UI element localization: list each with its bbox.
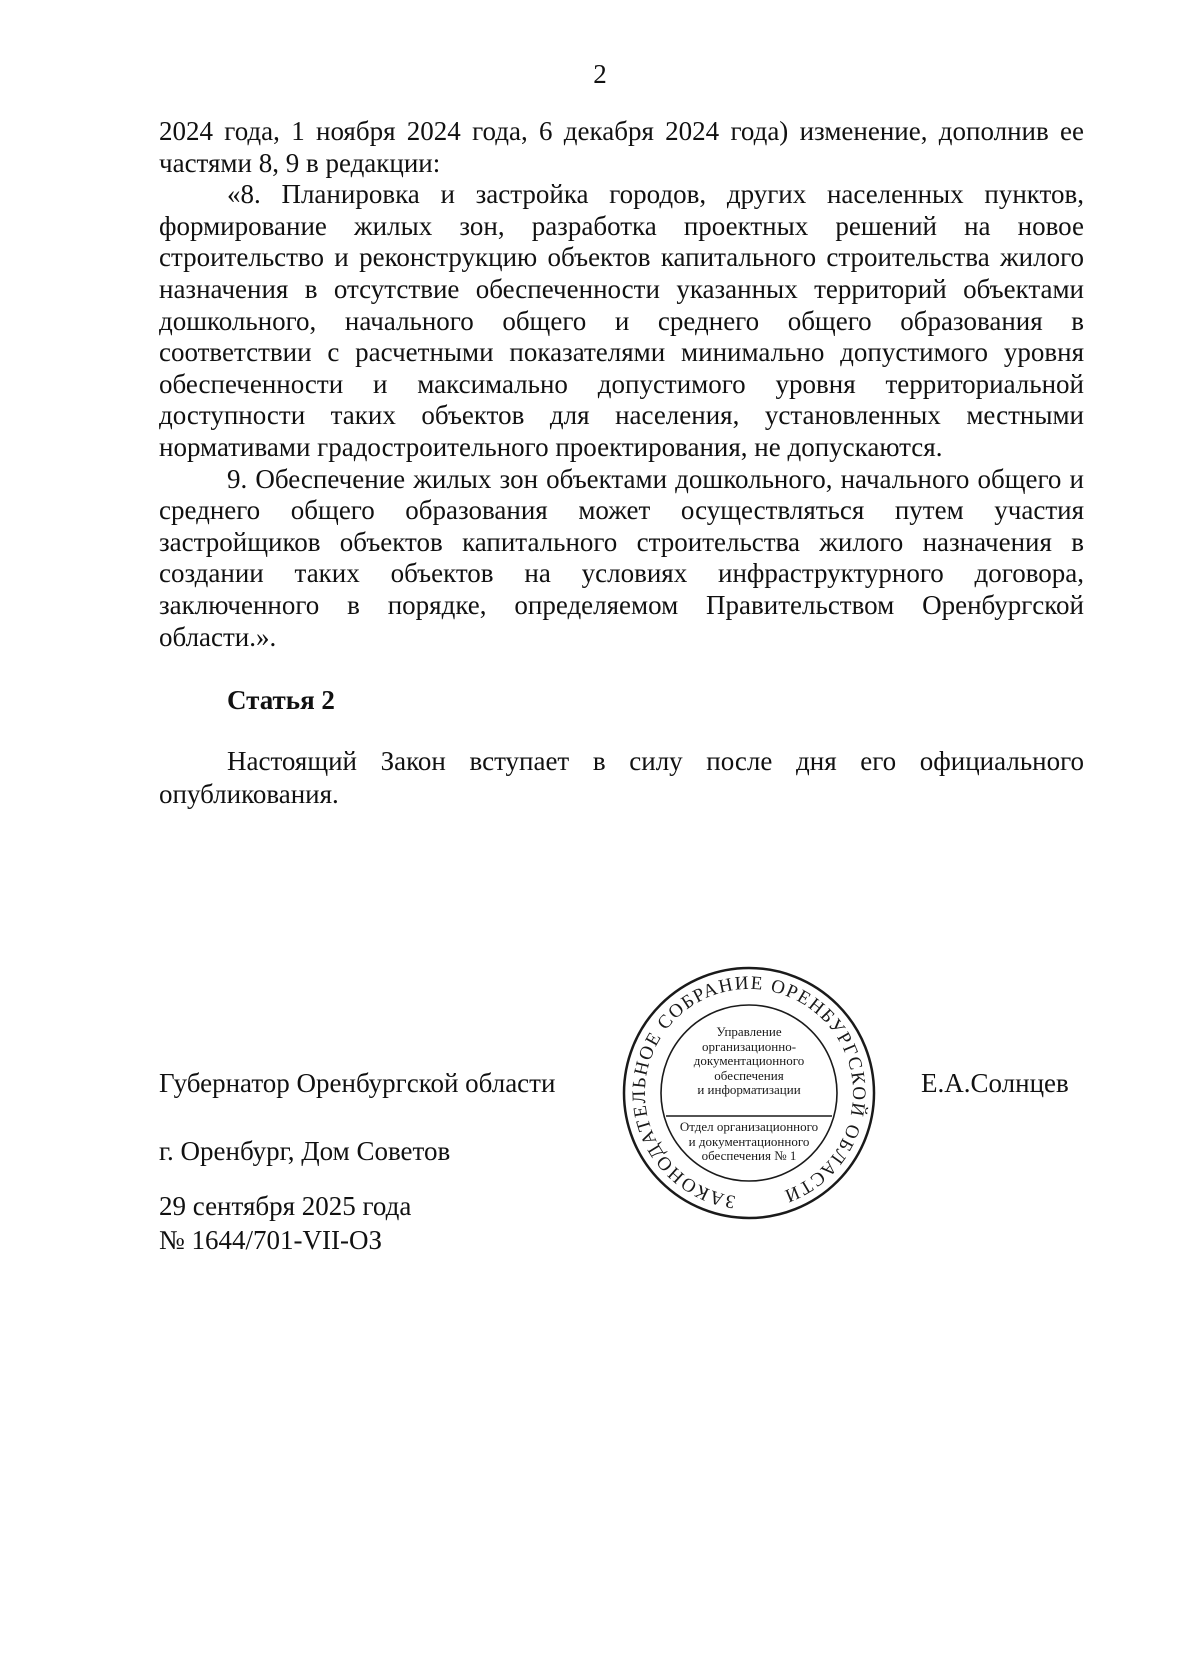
law-number: № 1644/701-VII-ОЗ — [159, 1225, 383, 1255]
signing-date: 29 сентября 2025 года — [159, 1191, 412, 1221]
seal-line: и информатизации — [697, 1082, 801, 1097]
seal-line: Отдел организационного — [679, 1119, 819, 1134]
article-heading: Статья 2 — [227, 685, 335, 715]
governor-title: Губернатор Оренбургской области — [159, 1068, 556, 1098]
governor-name: Е.А.Солнцев — [921, 1068, 1069, 1098]
signing-place: г. Оренбург, Дом Советов — [159, 1136, 451, 1166]
seal-section-block — [664, 1120, 834, 1164]
seal-line: Управление — [716, 1024, 782, 1039]
seal-line: и документационного — [688, 1133, 810, 1149]
seal-line: обеспечения № 1 — [701, 1148, 797, 1163]
paragraph-part-8: «8. Планировка и застройка городов, других населенных пунктов, формирование жилых зон, разработка проектных решений на новое строительство и реконструкцию объектов капитального строительства жилого назначения в отсутствие обеспеченности указанных территорий объектами дошкольного, начального общего и среднего общего образования в соответствии с расчетными показателями минимально допустимого уровня обеспеченности и максимально допустимого уровня территориальной доступности таких объектов для населения, установленных местными нормативами градостроительного проектирования, не допускаются. — [159, 179, 1084, 462]
paragraph-intro: 2024 года, 1 ноября 2024 года, 6 декабря 2024 года) изменение, дополнив ее частями 8, 9 в редакции: — [159, 116, 1084, 178]
seal-department-block — [664, 1025, 834, 1098]
page-number: 2 — [593, 59, 607, 89]
seal-line: обеспечения — [714, 1067, 784, 1083]
seal-line: организационно- — [701, 1038, 797, 1054]
official-seal — [622, 966, 876, 1220]
amendment-text — [159, 116, 1084, 653]
seal-line: документационного — [693, 1053, 805, 1068]
seal-inner-text — [664, 1008, 834, 1178]
paragraph-part-9: 9. Обеспечение жилых зон объектами дошкольного, начального общего и среднего общего образования может осуществляться путем участия застройщиков объектов капитального строительства жилого назначения в создании таких объектов на условиях инфраструктурного договора, заключенного в порядке, определяемом Правительством Оренбургской области.». — [159, 463, 1084, 652]
article-text: Настоящий Закон вступает в силу после дня его официального опубликования. — [159, 746, 1084, 809]
seal-ring-text: ЗАКОНОДАТЕЛЬНОЕ СОБРАНИЕ ОРЕНБУРГСКОЙ ОБЛАСТИ — [628, 972, 870, 1213]
